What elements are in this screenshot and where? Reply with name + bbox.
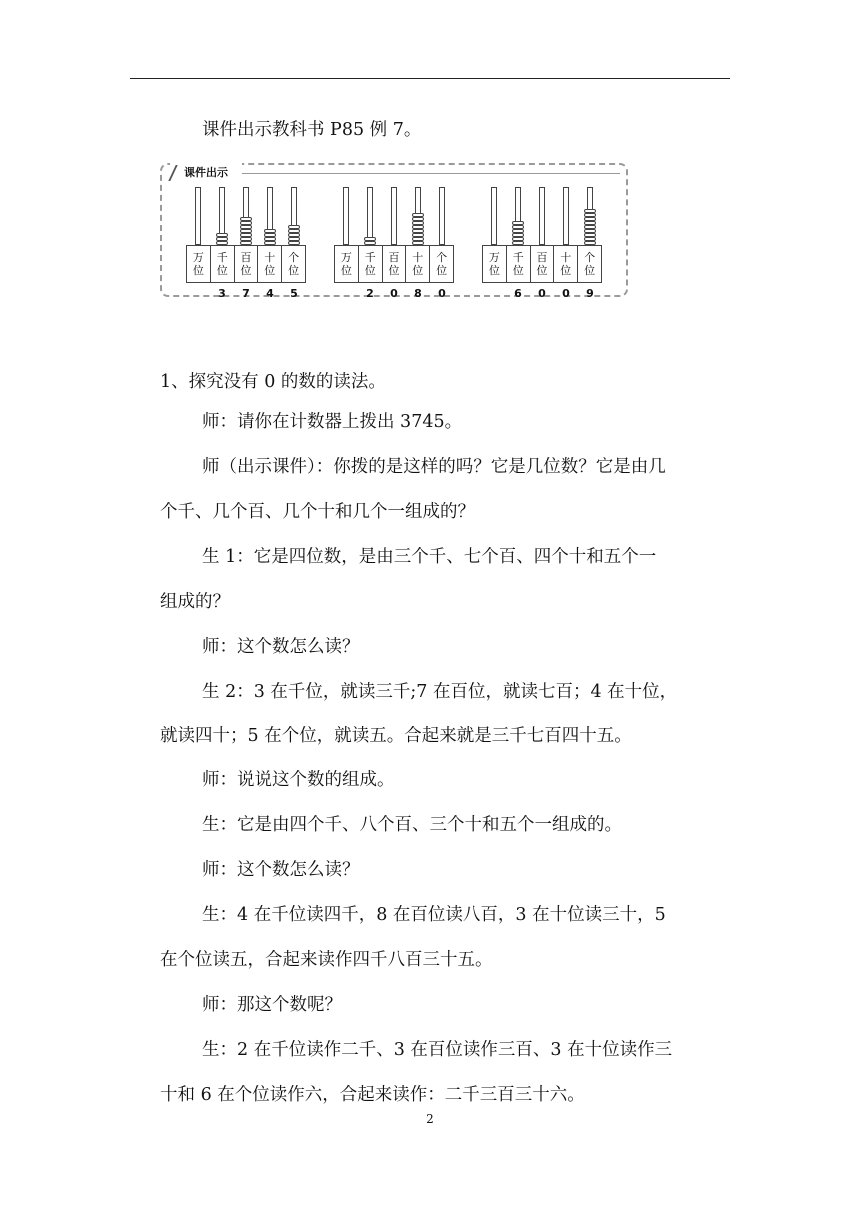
digit-label: 2: [366, 287, 374, 300]
place-label: 个 位: [584, 251, 596, 277]
header-rule: [130, 78, 730, 79]
text-line: 就读四十；5 在个位，就读五。合起来就是三千七百四十五。: [160, 726, 632, 746]
abacus-bead: [288, 233, 300, 237]
place-label: 十 位: [554, 246, 578, 282]
slash-icon: [168, 165, 177, 181]
abacus-bead: [264, 233, 276, 237]
digit-label: 0: [562, 287, 570, 300]
abacus-rod: [391, 187, 397, 245]
abacus-bead: [264, 229, 276, 233]
abacus-bead: [584, 233, 596, 237]
place-label: 千 位: [507, 246, 531, 282]
digit-label: 9: [586, 287, 594, 300]
place-label: 个 位: [288, 251, 300, 277]
text-line: 师：这个数怎么读？: [202, 860, 360, 880]
abacus-bead: [512, 225, 524, 229]
figure-tab: [170, 163, 242, 183]
abacus-bead: [512, 233, 524, 237]
abacus-bead: [264, 237, 276, 241]
place-label: 十 位: [406, 246, 430, 282]
place-label: 万 位: [335, 246, 359, 282]
digit-label: 0: [438, 287, 446, 300]
place-label: 个 位: [436, 251, 448, 277]
text-line: 生：它是由四个千、八个百、三个十和五个一组成的。: [202, 815, 622, 835]
abacus-bead: [412, 233, 424, 237]
text-line: 1、探究没有 0 的数的读法。: [160, 372, 386, 392]
figure-title-rule: [242, 173, 620, 174]
abacus-rod: [563, 187, 569, 245]
digit-label: 5: [290, 287, 298, 300]
place-label: 百 位: [235, 246, 259, 282]
abacus-bead: [364, 237, 376, 241]
place-label: 万 位: [187, 246, 211, 282]
text-line: 十和 6 在个位读作六，合起来读作：二千三百三十六。: [160, 1085, 585, 1105]
abacus-bead: [412, 221, 424, 225]
abacus-bead: [412, 225, 424, 229]
abacus-bead: [584, 213, 596, 217]
text-line: 生：2 在千位读作二千、3 在百位读作三百、3 在十位读作三: [202, 1040, 673, 1060]
abacus-rod: [195, 187, 201, 245]
abacus-bead: [584, 225, 596, 229]
abacus-bead: [288, 229, 300, 233]
place-label: 百 位: [383, 246, 407, 282]
digit-label: 6: [514, 287, 522, 300]
courseware-figure: [160, 163, 628, 300]
abacus-bead: [512, 237, 524, 241]
place-value-base: [334, 245, 454, 283]
text-line: 组成的？: [160, 592, 230, 612]
text-line: 在个位读五，合起来读作四千八百三十五。: [160, 950, 493, 970]
abacus-bead: [584, 217, 596, 221]
abacus-rod: [539, 187, 545, 245]
abacus-bead: [216, 233, 228, 237]
abacus-rod: [439, 187, 445, 245]
text-line: 师（出示课件）：你拨的是这样的吗？它是几位数？它是由几: [202, 457, 666, 477]
abacus-bead: [584, 209, 596, 213]
abacus-rod: [491, 187, 497, 245]
abacus-bead: [240, 221, 252, 225]
intro-text: 课件出示教科书 P85 例 7。: [202, 120, 422, 140]
text-line: 生 2：3 在千位，就读三千;7 在百位，就读七百；4 在十位，: [202, 682, 678, 702]
page-number: 2: [426, 1112, 434, 1126]
abacus-bead: [584, 221, 596, 225]
text-line: 师：这个数怎么读？: [202, 637, 360, 657]
place-value-base: [186, 245, 306, 283]
abacus-bead: [584, 237, 596, 241]
place-value-base: [482, 245, 602, 283]
abacus-bead: [240, 237, 252, 241]
abacus-bead: [412, 217, 424, 221]
text-line: 生：4 在千位读四千，8 在百位读八百，3 在十位读三十，5: [202, 905, 666, 925]
abacus-bead: [288, 237, 300, 241]
text-line: 个千、几个百、几个十和几个一组成的？: [160, 502, 475, 522]
digit-label: 7: [242, 287, 250, 300]
abacus-bead: [240, 225, 252, 229]
abacus-bead: [240, 217, 252, 221]
text-line: 师：请你在计数器上拨出 3745。: [202, 412, 463, 432]
abacus-bead: [512, 221, 524, 225]
place-label: 千 位: [359, 246, 383, 282]
digit-label: 0: [390, 287, 398, 300]
abacus-bead: [584, 229, 596, 233]
abacus-bead: [412, 213, 424, 217]
text-line: 生 1：它是四位数，是由三个千、七个百、四个十和五个一: [202, 547, 657, 567]
place-label: 十 位: [258, 246, 282, 282]
digit-label: 3: [218, 287, 226, 300]
digit-label: 8: [414, 287, 422, 300]
abacus-bead: [412, 237, 424, 241]
abacus-bead: [216, 237, 228, 241]
place-label: 百 位: [531, 246, 555, 282]
abacus-rod: [343, 187, 349, 245]
text-line: 师：说说这个数的组成。: [202, 770, 395, 790]
place-label: 千 位: [211, 246, 235, 282]
digit-label: 4: [266, 287, 274, 300]
abacus-bead: [240, 229, 252, 233]
abacus-bead: [240, 233, 252, 237]
abacus-bead: [412, 229, 424, 233]
digit-label: 0: [538, 287, 546, 300]
text-line: 师：那这个数呢？: [202, 995, 342, 1015]
figure-tab-label: 课件出示: [184, 166, 228, 179]
abacus-bead: [512, 229, 524, 233]
place-label: 万 位: [483, 246, 507, 282]
abacus-bead: [288, 225, 300, 229]
